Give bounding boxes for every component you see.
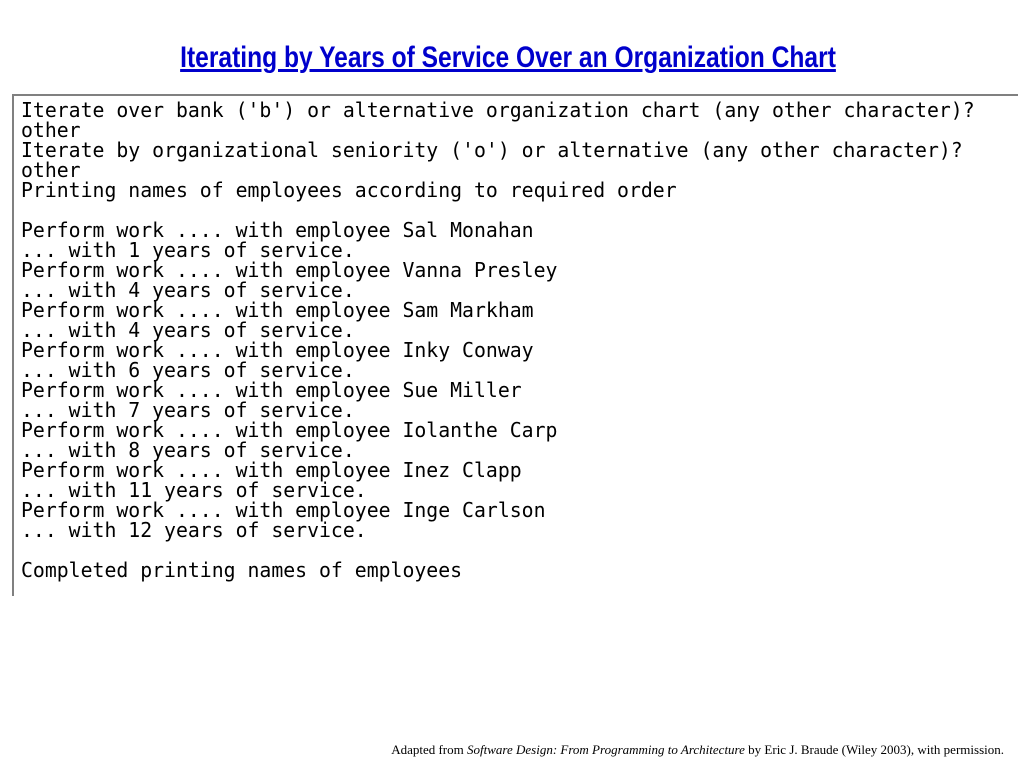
- citation-suffix: by Eric J. Braude (Wiley 2003), with permission.: [744, 742, 1004, 757]
- slide-title: Iterating by Years of Service Over an Organization Chart: [180, 41, 836, 74]
- citation-book-title: Software Design: From Programming to Architecture: [467, 742, 745, 757]
- console-line: Completed printing names of employees: [21, 558, 463, 582]
- console-line: Perform work .... with employee Inge Carlson: [21, 498, 546, 522]
- console-line: ... with 6 years of service.: [21, 358, 355, 382]
- console-line: Iterate over bank ('b') or alternative organization chart (any other character)?: [21, 98, 975, 122]
- console-line: [21, 200, 975, 220]
- console-line: Perform work .... with employee Sam Markham: [21, 298, 534, 322]
- console-output-window[interactable]: [12, 94, 1018, 596]
- console-line: Iterate by organizational seniority ('o') or alternative (any other character)?: [21, 138, 963, 162]
- console-line: Perform work .... with employee Vanna Presley: [21, 258, 558, 282]
- console-output-lines: [21, 100, 984, 580]
- console-line: Perform work .... with employee Inez Clapp: [21, 458, 522, 482]
- console-line: Perform work .... with employee Inky Conway: [21, 338, 534, 362]
- console-line: ... with 11 years of service.: [21, 478, 367, 502]
- console-line: ... with 4 years of service.: [21, 278, 355, 302]
- console-line: Perform work .... with employee Sue Miller: [21, 378, 522, 402]
- console-line: other: [21, 158, 81, 182]
- console-line: ... with 8 years of service.: [21, 438, 355, 462]
- console-line: Perform work .... with employee Iolanthe Carp: [21, 418, 558, 442]
- citation: [391, 742, 1004, 758]
- console-line: ... with 1 years of service.: [21, 238, 355, 262]
- console-line: other: [21, 118, 81, 142]
- citation-prefix: Adapted from: [391, 742, 467, 757]
- console-line: ... with 4 years of service.: [21, 318, 355, 342]
- console-line: Perform work .... with employee Sal Monahan: [21, 218, 534, 242]
- console-line: Printing names of employees according to required order: [21, 178, 677, 202]
- console-line: ... with 7 years of service.: [21, 398, 355, 422]
- console-line: [21, 540, 975, 560]
- console-line: ... with 12 years of service.: [21, 518, 367, 542]
